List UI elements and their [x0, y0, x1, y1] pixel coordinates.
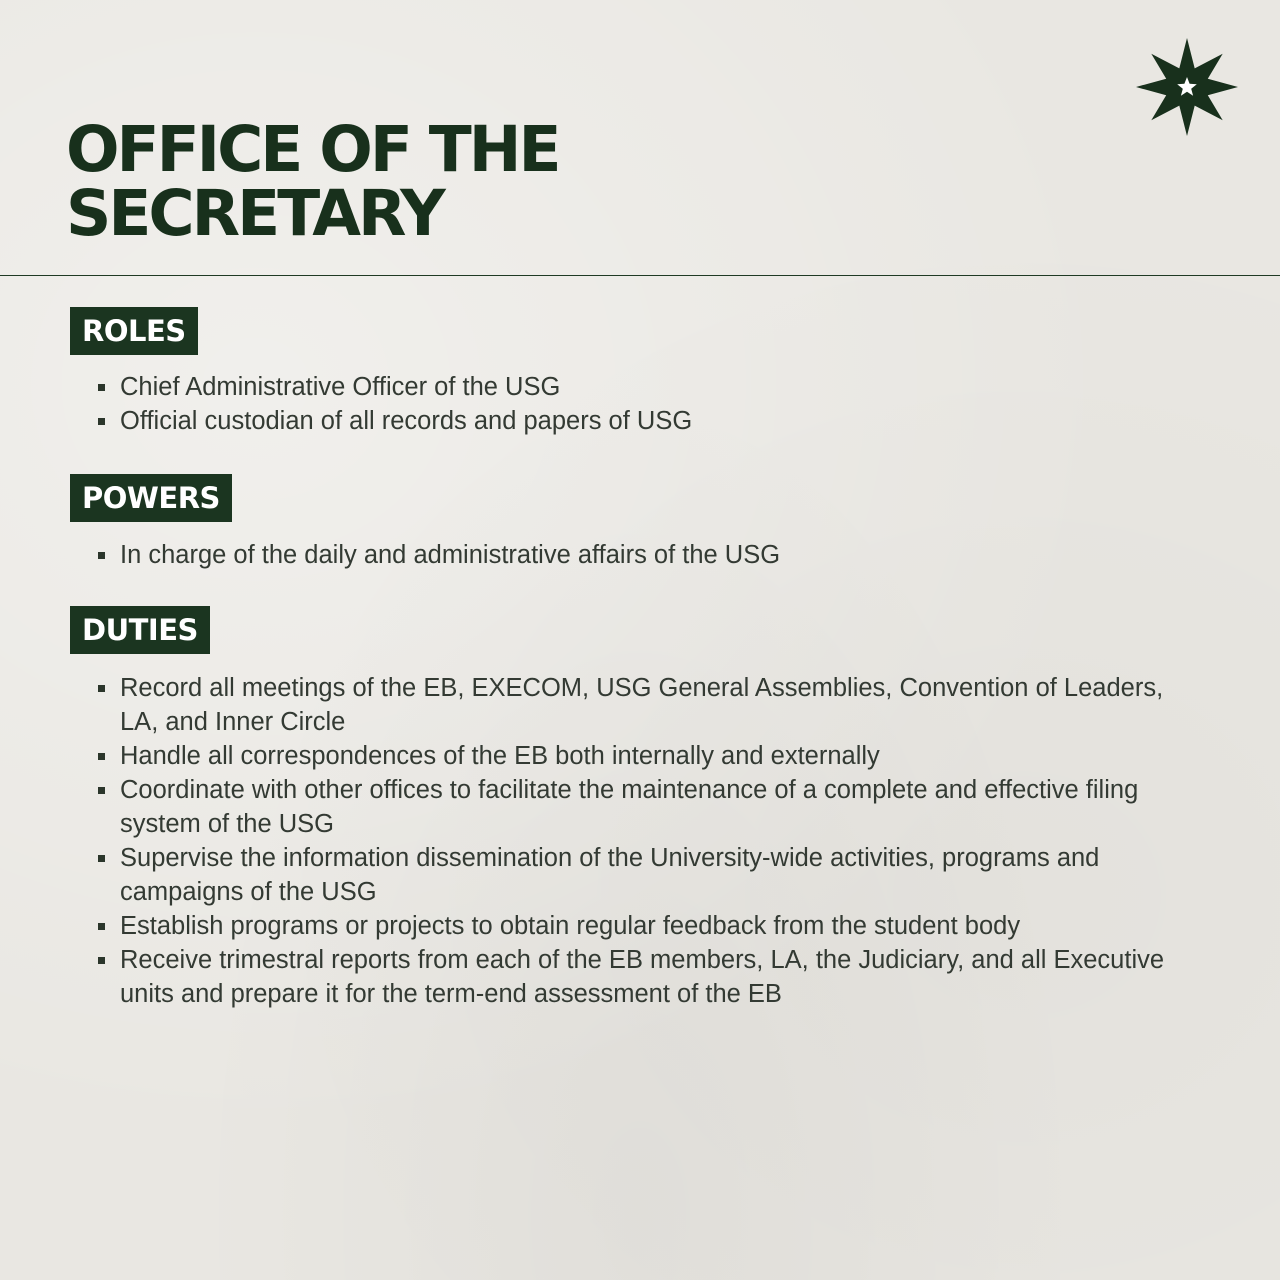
star-burst-emblem-icon: [1134, 36, 1240, 138]
page-title: [66, 113, 559, 250]
roles-list: [96, 370, 1176, 438]
roles-heading: ROLES: [70, 307, 198, 355]
duties-list: [96, 671, 1176, 1011]
list-item: Chief Administrative Officer of the USG: [96, 370, 1176, 404]
powers-list: [96, 538, 1176, 572]
powers-heading: POWERS: [70, 474, 232, 522]
list-item: Establish programs or projects to obtain regular feedback from the student body: [96, 909, 1176, 943]
list-item: In charge of the daily and administrative affairs of the USG: [96, 538, 1176, 572]
page-title-line-2: SECRETARY: [66, 177, 443, 250]
list-item: Official custodian of all records and papers of USG: [96, 404, 1176, 438]
list-item: Record all meetings of the EB, EXECOM, USG General Assemblies, Convention of Leaders, LA, and Inner Circle: [96, 671, 1176, 739]
list-item: Supervise the information dissemination of the University-wide activities, programs and campaigns of the USG: [96, 841, 1176, 909]
list-item: Receive trimestral reports from each of the EB members, LA, the Judiciary, and all Executive units and prepare it for the term-end assessment of the EB: [96, 943, 1176, 1011]
header-divider: [0, 275, 1280, 276]
duties-heading: DUTIES: [70, 606, 210, 654]
list-item: Coordinate with other offices to facilitate the maintenance of a complete and effective filing system of the USG: [96, 773, 1176, 841]
list-item: Handle all correspondences of the EB both internally and externally: [96, 739, 1176, 773]
page-title-line-1: OFFICE OF THE: [66, 113, 559, 186]
